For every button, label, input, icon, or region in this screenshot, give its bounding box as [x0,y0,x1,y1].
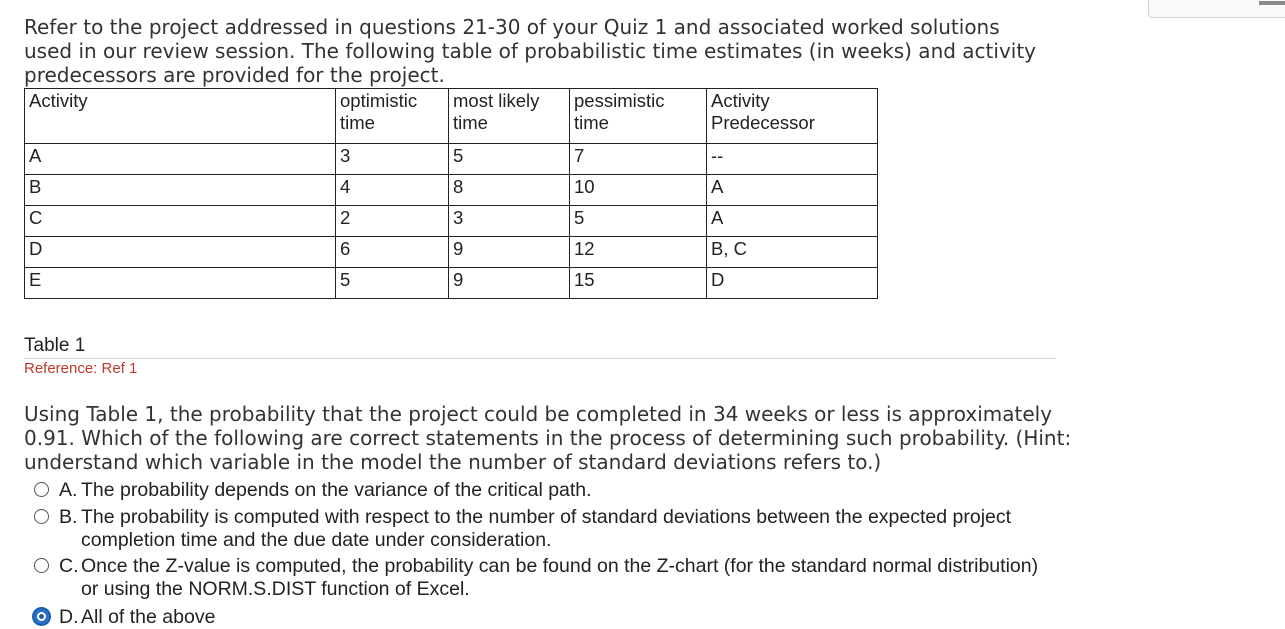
cell-activity: D [25,237,336,268]
cell-predecessor: D [707,268,878,299]
table-row [25,175,878,206]
cell-most-likely: 9 [449,268,570,299]
header-pessimistic: pessimistic time [570,89,707,144]
cell-optimistic: 3 [336,144,449,175]
intro-text: Refer to the project addressed in questions 21-30 of your Quiz 1 and associated worked solutions used in our review session. The following table of probabilistic time estimates (in weeks) and activity predecessors are provided for the project. [24,15,1037,87]
time-estimates-table [24,88,878,299]
radio-button-d[interactable] [34,609,49,624]
cell-predecessor: A [707,175,878,206]
header-activity: Activity [25,89,336,144]
cell-activity: C [25,206,336,237]
cell-optimistic: 5 [336,268,449,299]
option-text: The probability is computed with respect to the number of standard deviations between the expected project completion time and the due date under consideration. [81,506,1012,551]
option-letter: A. [59,479,78,501]
question-text: Using Table 1, the probability that the project could be completed in 34 weeks or less is approximately 0.91. Which of the following are correct statements in the process of determining such probability. (Hint: understand which variable in the model the number of standard deviations refers to.) [24,402,1072,474]
cell-most-likely: 8 [449,175,570,206]
table-caption: Table 1 [24,335,86,356]
cell-pessimistic: 5 [570,206,707,237]
table-row [25,268,878,299]
radio-button-a[interactable] [34,482,49,497]
option-a[interactable] [34,479,1054,502]
table-row [25,237,878,268]
reference-link[interactable]: Reference: Ref 1 [24,360,138,377]
option-d[interactable] [34,606,1054,629]
cell-pessimistic: 10 [570,175,707,206]
cell-activity: A [25,144,336,175]
option-c[interactable] [34,555,1054,601]
cell-pessimistic: 12 [570,237,707,268]
cell-predecessor: B, C [707,237,878,268]
cell-activity: B [25,175,336,206]
cell-most-likely: 9 [449,237,570,268]
option-text: All of the above [81,606,216,628]
cell-pessimistic: 7 [570,144,707,175]
cell-optimistic: 6 [336,237,449,268]
option-letter: B. [59,506,78,528]
cell-optimistic: 2 [336,206,449,237]
header-optimistic: optimistic time [336,89,449,144]
cell-most-likely: 3 [449,206,570,237]
cell-predecessor: -- [707,144,878,175]
table-row [25,144,878,175]
scrollbar-thumb[interactable] [1259,1,1285,5]
cell-pessimistic: 15 [570,268,707,299]
table-row [25,206,878,237]
cell-predecessor: A [707,206,878,237]
cell-most-likely: 5 [449,144,570,175]
header-most-likely: most likely time [449,89,570,144]
option-letter: D. [59,606,79,628]
option-letter: C. [59,555,79,577]
table-header-row [25,89,878,144]
cell-optimistic: 4 [336,175,449,206]
radio-button-c[interactable] [34,558,49,573]
cell-activity: E [25,268,336,299]
caption-divider [24,358,1056,359]
option-text: Once the Z-value is computed, the probability can be found on the Z-chart (for the standard normal distribution) or using the NORM.S.DIST function of Excel. [81,555,1039,600]
header-predecessor: Activity Predecessor [707,89,878,144]
radio-button-b[interactable] [34,509,49,524]
option-b[interactable] [34,506,1054,552]
scrollbar-tab[interactable] [1148,0,1285,18]
option-text: The probability depends on the variance of the critical path. [81,479,592,501]
